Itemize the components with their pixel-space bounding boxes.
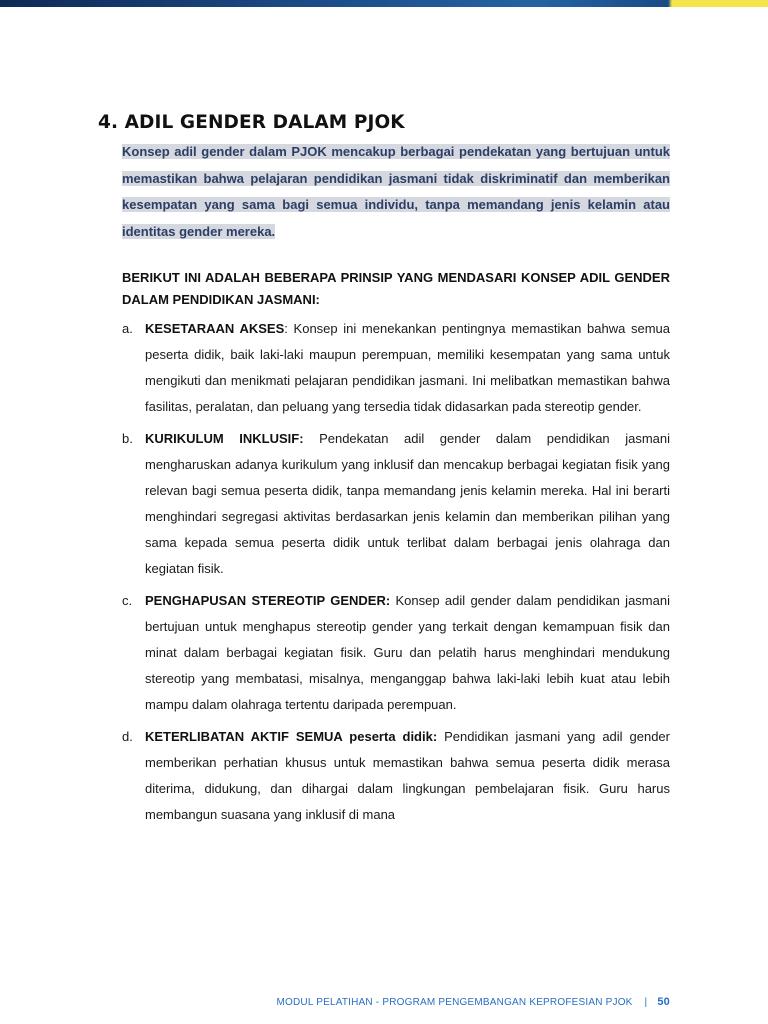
page-footer <box>276 996 670 1008</box>
list-marker: d. <box>122 729 133 744</box>
list-marker: c. <box>122 593 133 608</box>
list-marker: b. <box>122 431 133 446</box>
list-item-term: PENGHAPUSAN STEREOTIP GENDER: <box>145 593 391 608</box>
list-item-term: KESETARAAN AKSES <box>145 321 285 336</box>
list-item-body <box>145 724 670 828</box>
list-item <box>122 316 670 420</box>
list-item-text: Pendekatan adil gender dalam pendidikan jasmani mengharuskan adanya kurikulum yang inklusif dan mencakup berbagai kegiatan fisik yang relevan bagi semua peserta didik, tanpa memandang jenis kelamin mereka. Hal ini berarti menghindari segregasi aktivitas berdasarkan jenis kelamin dan memberikan pilihan yang sama kepada semua peserta didik untuk terlibat dalam berbagai jenis olahraga dan kegiatan fisik. <box>145 431 670 576</box>
principles-subheading: BERIKUT INI ADALAH BEBERAPA PRINSIP YANG MENDASARI KONSEP ADIL GENDER DALAM PENDIDIKAN JASMANI: <box>122 270 670 307</box>
list-item-text: Konsep adil gender dalam pendidikan jasmani bertujuan untuk menghapus stereotip gender yang terkait dengan kemampuan fisik dan minat dalam berbagai kegiatan fisik. Guru dan pelatih harus menghindari mendukung stereotip yang membatasi, misalnya, menganggap bahwa laki-laki lebih kuat atau lebih mampu dalam olahraga tertentu daripada perempuan. <box>145 593 670 712</box>
footer-separator: | <box>644 996 648 1008</box>
list-item <box>122 588 670 718</box>
list-item <box>122 426 670 582</box>
list-item <box>122 724 670 828</box>
intro-highlighted-text: Konsep adil gender dalam PJOK mencakup berbagai pendekatan yang bertujuan untuk memastikan bahwa pelajaran pendidikan jasmani tidak diskriminatif dan memberikan kesempatan yang sama bagi semua individu, tanpa memandang jenis kelamin atau identitas gender mereka. <box>122 144 670 239</box>
list-item-term: KETERLIBATAN AKTIF SEMUA peserta didik: <box>145 729 438 744</box>
list-item-text: Pendidikan jasmani yang adil gender memberikan perhatian khusus untuk memastikan bahwa semua peserta didik merasa diterima, didukung, dan dihargai dalam lingkungan pembelajaran fisik. Guru harus membangun suasana yang inklusif di mana <box>145 729 670 822</box>
list-item-text: : Konsep ini menekankan pentingnya memastikan bahwa semua peserta didik, baik laki-laki maupun perempuan, memiliki kesempatan yang sama untuk mengikuti dan menikmati pelajaran pendidikan jasmani. Ini melibatkan memastikan bahwa fasilitas, peralatan, dan peluang yang tersedia tidak didasarkan pada stereotip gender. <box>145 321 670 414</box>
footer-module-title: MODUL PELATIHAN - PROGRAM PENGEMBANGAN KEPROFESIAN PJOK <box>276 996 633 1008</box>
list-marker: a. <box>122 321 133 336</box>
principles-list <box>122 316 670 828</box>
top-decorative-band <box>0 0 768 7</box>
list-item-term: KURIKULUM INKLUSIF: <box>145 431 304 446</box>
intro-paragraph <box>122 139 670 245</box>
main-content <box>98 112 672 834</box>
page-number: 50 <box>657 996 670 1008</box>
list-item-body <box>145 426 670 582</box>
list-item-body <box>145 316 670 420</box>
list-item-body <box>145 588 670 718</box>
section-title: 4. ADIL GENDER DALAM PJOK <box>98 112 405 133</box>
